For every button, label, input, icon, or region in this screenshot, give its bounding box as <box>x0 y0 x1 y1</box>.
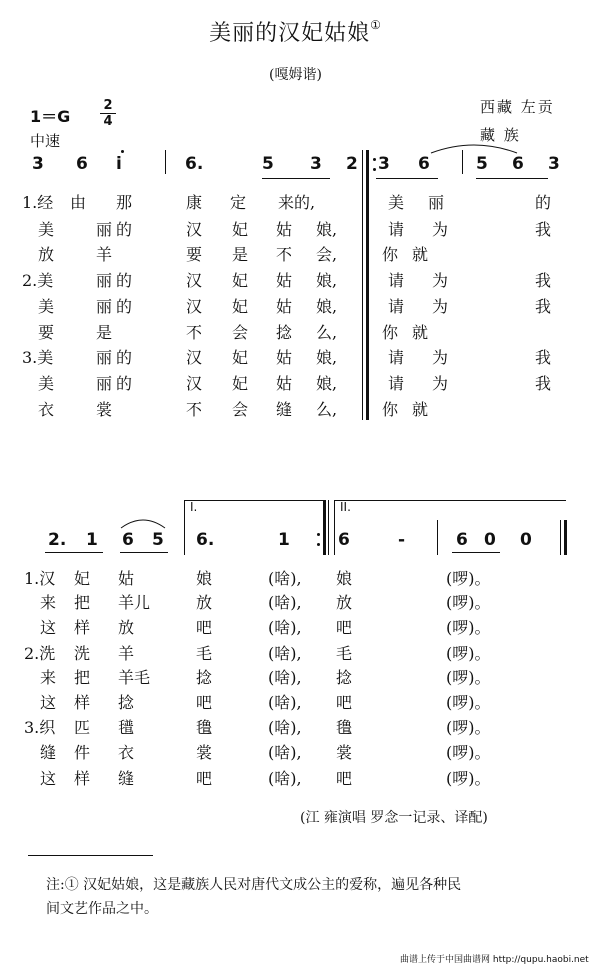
volta-bracket-2 <box>334 500 566 501</box>
lyric-syllable: (啰)。 <box>446 693 491 712</box>
lyric-syllable: 不 <box>186 323 203 342</box>
lyric-syllable: 3.美 <box>22 348 54 367</box>
lyric-syllable: (啥), <box>268 743 302 762</box>
lyric-syllable: 放 <box>118 618 135 637</box>
lyric-syllable: 裳 <box>96 400 113 419</box>
beam-underline <box>45 552 103 553</box>
beam-underline <box>476 178 548 179</box>
lyric-syllable: 为 <box>432 374 449 393</box>
lyric-syllable: 缝 <box>40 743 57 762</box>
note: 3 <box>32 154 44 174</box>
lyric-syllable: 羊 <box>118 644 135 663</box>
lyric-syllable: (啰)。 <box>446 718 491 737</box>
lyric-syllable: 来 <box>40 668 57 687</box>
note: 0 <box>484 530 496 550</box>
lyric-syllable: 1.汉 <box>24 569 56 588</box>
lyric-syllable: 丽 <box>96 297 113 316</box>
lyric-syllable: 氇 <box>196 718 213 737</box>
lyric-syllable: 的 <box>116 271 133 290</box>
key-signature: 1＝G <box>30 107 71 126</box>
lyric-syllable: 的 <box>116 348 133 367</box>
lyric-syllable: 缝 <box>276 400 293 419</box>
lyric-syllable: 丽 <box>96 220 113 239</box>
note: 1 <box>278 530 290 550</box>
lyric-syllable: 样 <box>74 693 91 712</box>
lyric-syllable: 丽 <box>96 374 113 393</box>
lyric-syllable: 会 <box>232 323 249 342</box>
lyric-syllable: 这 <box>40 618 57 637</box>
lyric-syllable: 妃 <box>74 569 91 588</box>
repeat-dot <box>373 168 376 171</box>
time-denominator: 4 <box>103 114 113 129</box>
performer-credit: (江 雍演唱 罗念一记录、译配) <box>300 810 488 826</box>
note: 6 <box>76 154 88 174</box>
lyric-syllable: 娘, <box>316 220 338 239</box>
lyric-syllable: 么, <box>316 400 338 419</box>
lyric-syllable: (啥), <box>268 668 302 687</box>
barline <box>165 150 166 174</box>
repeat-dot <box>317 543 320 546</box>
barline <box>328 500 329 555</box>
lyric-syllable: 请 <box>388 220 405 239</box>
lyric-syllable: 就 <box>412 323 429 342</box>
lyric-syllable: 丽 <box>428 193 445 212</box>
footnote-divider <box>28 855 153 856</box>
lyric-syllable: (啰)。 <box>446 769 491 788</box>
lyric-syllable: 羊 <box>96 245 113 264</box>
lyric-syllable: 吧 <box>196 618 213 637</box>
lyric-syllable: 捻 <box>336 668 353 687</box>
lyric-syllable: 我 <box>535 271 552 290</box>
repeat-dot <box>317 533 320 536</box>
lyric-syllable: 放 <box>38 245 55 264</box>
lyric-syllable: (啥), <box>268 593 302 612</box>
lyric-syllable: 娘 <box>336 569 353 588</box>
lyric-syllable: 汉 <box>186 297 203 316</box>
note: 1 <box>86 530 98 550</box>
volta-2-start <box>334 500 335 555</box>
lyric-syllable: 丽 <box>96 348 113 367</box>
lyric-syllable: 是 <box>96 323 113 342</box>
beam-underline <box>262 178 330 179</box>
lyric-syllable: 你 <box>382 400 399 419</box>
lyric-syllable: 请 <box>388 374 405 393</box>
lyric-syllable: 会, <box>316 245 338 264</box>
origin-line-2: 藏 族 <box>480 126 521 144</box>
lyric-syllable: 就 <box>412 245 429 264</box>
lyric-syllable: 丽 <box>96 271 113 290</box>
lyric-syllable: 吧 <box>336 769 353 788</box>
repeat-dot <box>373 158 376 161</box>
volta-1-label: I. <box>190 500 198 514</box>
lyric-syllable: 汉 <box>186 271 203 290</box>
lyric-syllable: (啥), <box>268 693 302 712</box>
lyric-syllable: (啰)。 <box>446 644 491 663</box>
note: 6. <box>196 530 215 550</box>
lyric-syllable: 姑 <box>276 220 293 239</box>
lyric-syllable: 妃 <box>232 271 249 290</box>
lyric-syllable: 捻 <box>196 668 213 687</box>
tempo-marking: 中速 <box>30 132 61 150</box>
lyric-syllable: (啰)。 <box>446 618 491 637</box>
lyric-syllable: 这 <box>40 693 57 712</box>
footnote-line-1: 注:① 汉妃姑娘，这是藏族人民对唐代文成公主的爱称，遍见各种民 <box>46 877 462 893</box>
lyric-syllable: 姑 <box>276 271 293 290</box>
lyric-syllable: 娘, <box>316 348 338 367</box>
lyric-syllable: 为 <box>432 297 449 316</box>
lyric-syllable: 不 <box>186 400 203 419</box>
lyric-syllable: 来的, <box>278 193 316 212</box>
note: 0 <box>520 530 532 550</box>
footnote-line-2: 间文艺作品之中。 <box>46 901 158 917</box>
lyric-syllable: 会 <box>232 400 249 419</box>
lyric-syllable: 吧 <box>336 693 353 712</box>
lyric-syllable: 放 <box>196 593 213 612</box>
lyric-syllable: 汉 <box>186 348 203 367</box>
lyric-syllable: 衣 <box>38 400 55 419</box>
note: 3 <box>378 154 390 174</box>
time-signature <box>100 99 116 128</box>
lyric-syllable: 妃 <box>232 348 249 367</box>
lyric-syllable: 康 <box>186 193 203 212</box>
beam-underline <box>376 178 438 179</box>
lyric-syllable: 捻 <box>276 323 293 342</box>
lyric-syllable: 吧 <box>336 618 353 637</box>
lyric-syllable: 美 <box>38 297 55 316</box>
lyric-syllable: 放 <box>336 593 353 612</box>
song-title: 美丽的汉妃姑娘① <box>209 18 382 46</box>
lyric-syllable: 羊毛 <box>118 668 151 687</box>
lyric-syllable: 请 <box>388 271 405 290</box>
lyric-syllable: 吧 <box>196 693 213 712</box>
lyric-syllable: 缝 <box>118 769 135 788</box>
lyric-syllable: 3.织 <box>24 718 56 737</box>
lyric-syllable: 请 <box>388 297 405 316</box>
note: 2. <box>48 530 67 550</box>
lyric-syllable: 美 <box>388 193 405 212</box>
lyric-syllable: 请 <box>388 348 405 367</box>
high-octave-dot <box>121 150 124 153</box>
lyric-syllable: 的 <box>116 297 133 316</box>
note: 6 <box>418 154 430 174</box>
lyric-syllable: 妃 <box>232 297 249 316</box>
lyric-syllable: 匹 <box>74 718 91 737</box>
lyric-syllable: 2.洗 <box>24 644 56 663</box>
lyric-syllable: 为 <box>432 271 449 290</box>
beam-underline <box>120 552 168 553</box>
lyric-syllable: 由 <box>70 193 87 212</box>
repeat-end-barline <box>323 500 326 555</box>
lyric-syllable: 姑 <box>276 348 293 367</box>
lyric-syllable: (啰)。 <box>446 569 491 588</box>
note: 6 <box>338 530 350 550</box>
lyric-syllable: 妃 <box>232 374 249 393</box>
repeat-barline <box>366 150 369 420</box>
note: 5 <box>476 154 488 174</box>
note: 5 <box>262 154 274 174</box>
lyric-syllable: 娘 <box>196 569 213 588</box>
lyric-syllable: 件 <box>74 743 91 762</box>
note: 5 <box>152 530 164 550</box>
lyric-syllable: (啥), <box>268 569 302 588</box>
lyric-syllable: 吧 <box>196 769 213 788</box>
lyric-syllable: 2.美 <box>22 271 54 290</box>
lyric-syllable: 不 <box>276 245 293 264</box>
lyric-syllable: 是 <box>232 245 249 264</box>
lyric-syllable: 把 <box>74 668 91 687</box>
lyric-syllable: 衣 <box>118 743 135 762</box>
origin-line-1: 西藏 左贡 <box>480 98 555 116</box>
lyric-syllable: 裳 <box>336 743 353 762</box>
lyric-syllable: 要 <box>38 323 55 342</box>
lyric-syllable: 洗 <box>74 644 91 663</box>
lyric-syllable: 汉 <box>186 220 203 239</box>
volta-2-label: II. <box>340 500 351 514</box>
source-watermark: 曲谱上传于中国曲谱网 http://qupu.haobi.net <box>400 955 589 965</box>
lyric-syllable: 样 <box>74 769 91 788</box>
lyric-syllable: 娘, <box>316 271 338 290</box>
lyric-syllable: 羊儿 <box>118 593 151 612</box>
lyric-syllable: 娘, <box>316 374 338 393</box>
note: 3 <box>310 154 322 174</box>
lyric-syllable: 么, <box>316 323 338 342</box>
lyric-syllable: 的 <box>535 193 552 212</box>
lyric-syllable: 我 <box>535 348 552 367</box>
note: - <box>398 530 406 550</box>
lyric-syllable: 的 <box>116 374 133 393</box>
lyric-syllable: 姑 <box>118 569 135 588</box>
lyric-syllable: 这 <box>40 769 57 788</box>
lyric-syllable: 把 <box>74 593 91 612</box>
note: 6 <box>512 154 524 174</box>
note: 6 <box>456 530 468 550</box>
lyric-syllable: 那 <box>116 193 133 212</box>
lyric-syllable: (啰)。 <box>446 593 491 612</box>
lyric-syllable: (啥), <box>268 718 302 737</box>
lyric-syllable: 裳 <box>196 743 213 762</box>
lyric-syllable: 氇 <box>336 718 353 737</box>
lyric-syllable: 妃 <box>232 220 249 239</box>
time-numerator: 2 <box>103 98 113 113</box>
barline <box>437 520 438 555</box>
lyric-syllable: 氆 <box>118 718 135 737</box>
final-barline-thin <box>560 520 561 555</box>
barline <box>184 500 185 555</box>
lyric-syllable: 为 <box>432 220 449 239</box>
lyric-syllable: 美 <box>38 220 55 239</box>
lyric-syllable: 你 <box>382 323 399 342</box>
lyric-syllable: 为 <box>432 348 449 367</box>
lyric-syllable: 捻 <box>118 693 135 712</box>
lyric-syllable: (啰)。 <box>446 743 491 762</box>
note: i <box>116 154 122 174</box>
lyric-syllable: 毛 <box>196 644 213 663</box>
lyric-syllable: 样 <box>74 618 91 637</box>
lyric-syllable: (啥), <box>268 644 302 663</box>
lyric-syllable: 来 <box>40 593 57 612</box>
lyric-syllable: 定 <box>230 193 247 212</box>
barline <box>362 150 363 420</box>
note: 6 <box>122 530 134 550</box>
lyric-syllable: 要 <box>186 245 203 264</box>
final-barline-thick <box>564 520 567 555</box>
note: 2 <box>346 154 358 174</box>
slur-arc <box>428 140 520 156</box>
lyric-syllable: 的 <box>116 220 133 239</box>
lyric-syllable: 我 <box>535 297 552 316</box>
note: 6. <box>185 154 204 174</box>
volta-bracket-1 <box>184 500 324 501</box>
note: 3 <box>548 154 560 174</box>
lyric-syllable: 姑 <box>276 297 293 316</box>
lyric-syllable: 美 <box>38 374 55 393</box>
lyric-syllable: 1.经 <box>22 193 54 212</box>
lyric-syllable: 姑 <box>276 374 293 393</box>
lyric-syllable: 娘, <box>316 297 338 316</box>
slur-arc <box>118 515 168 531</box>
lyric-syllable: 我 <box>535 220 552 239</box>
lyric-syllable: 毛 <box>336 644 353 663</box>
song-subtitle: (嘎姆谐) <box>269 67 322 83</box>
lyric-syllable: 就 <box>412 400 429 419</box>
lyric-syllable: 我 <box>535 374 552 393</box>
footnote-mark: ① <box>370 18 382 32</box>
lyric-syllable: (啥), <box>268 618 302 637</box>
beam-underline <box>452 552 500 553</box>
lyric-syllable: (啥), <box>268 769 302 788</box>
lyric-syllable: 你 <box>382 245 399 264</box>
lyric-syllable: 汉 <box>186 374 203 393</box>
lyric-syllable: (啰)。 <box>446 668 491 687</box>
